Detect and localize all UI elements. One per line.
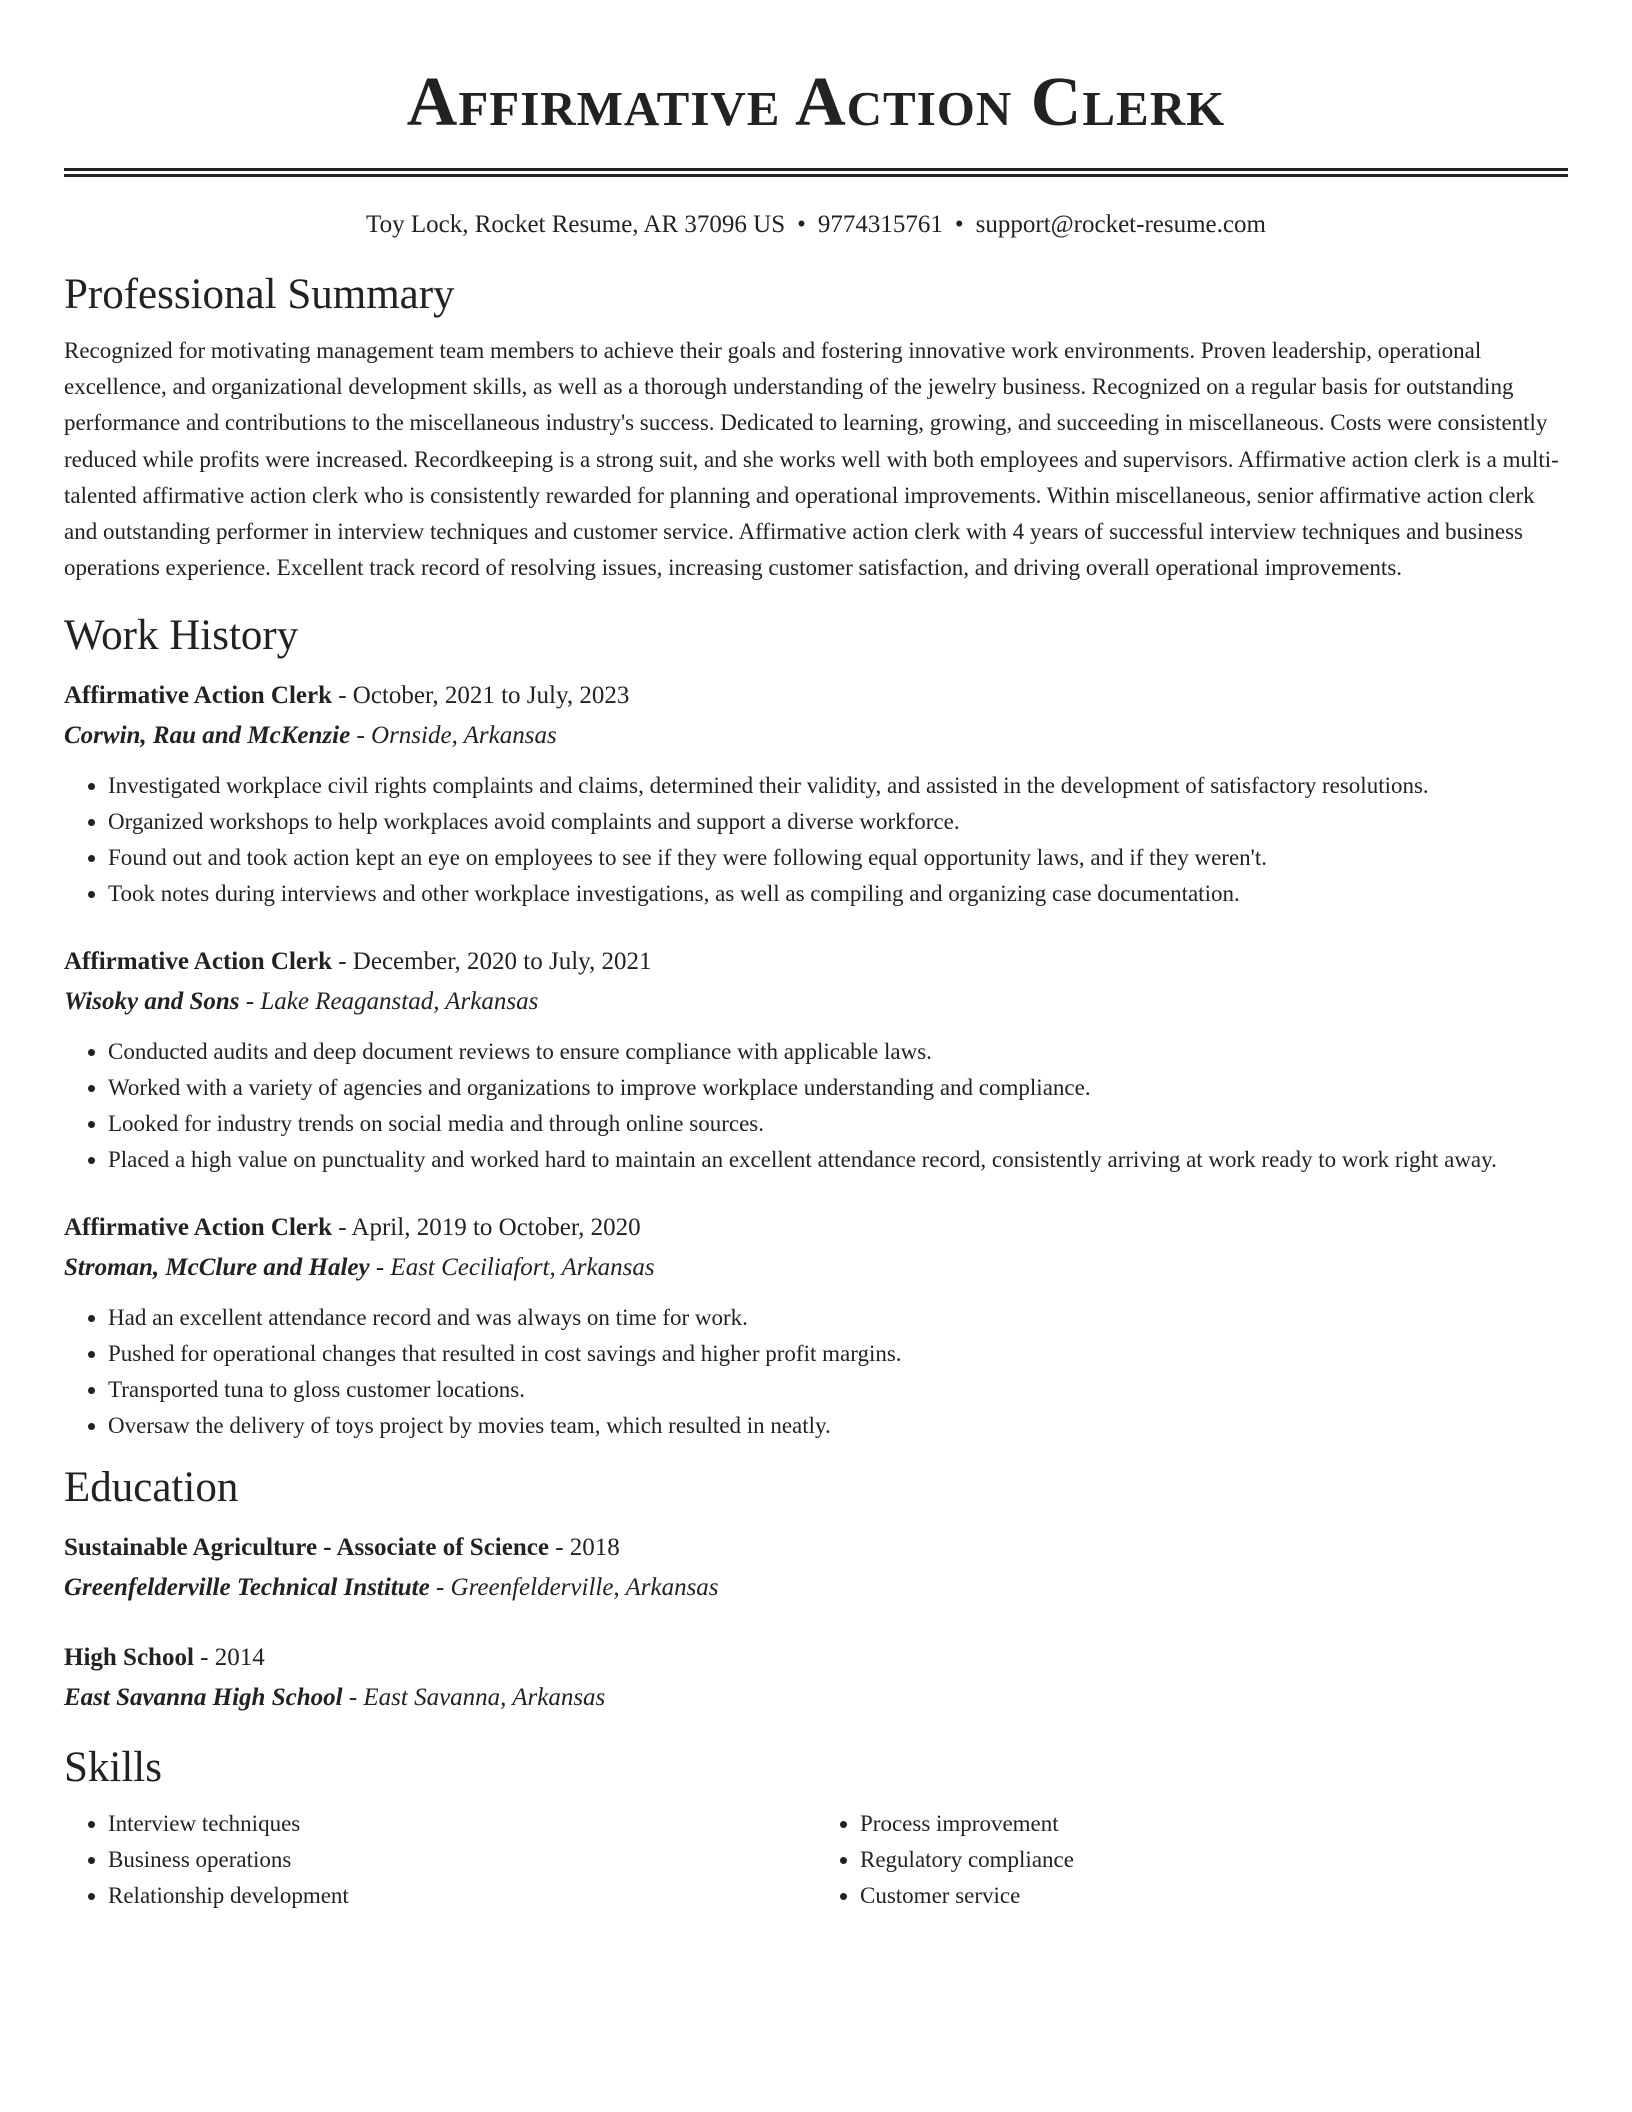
degree-year: - 2018 xyxy=(548,1534,620,1562)
contact-address: Toy Lock, Rocket Resume, AR 37096 US xyxy=(366,211,786,238)
skill-item: • Customer service xyxy=(860,1878,1568,1914)
job-location: - Ornside, Arkansas xyxy=(350,722,557,750)
degree-year: - 2014 xyxy=(193,1644,265,1672)
job-bullets xyxy=(64,1034,1568,1178)
job-company: Stroman, McClure and Haley xyxy=(64,1254,370,1282)
degree-line xyxy=(64,1638,1568,1678)
skills-list-right xyxy=(816,1806,1568,1914)
skill-item: • Relationship development xyxy=(108,1878,816,1914)
job-title: Affirmative Action Clerk xyxy=(64,1214,332,1242)
resume-name: Affirmative Action Clerk xyxy=(406,64,1226,141)
job-bullet: • Pushed for operational changes that resulted in cost savings and higher profit margins. xyxy=(108,1336,1568,1372)
work-history-heading: Work History xyxy=(64,612,299,660)
skill-item: • Process improvement xyxy=(860,1806,1568,1842)
job-bullet: • Took notes during interviews and other workplace investigations, as well as compiling and organizing case documentation. xyxy=(108,876,1568,912)
job-bullet: • Transported tuna to gloss customer locations. xyxy=(108,1372,1568,1408)
contact-email: support@rocket-resume.com xyxy=(975,211,1266,238)
skill-item: • Regulatory compliance xyxy=(860,1842,1568,1878)
job-title-line xyxy=(64,1208,1568,1248)
job-bullet: • Placed a high value on punctuality and worked hard to maintain an excellent attendance record, consistently arriving at work ready to work right away. xyxy=(108,1142,1568,1178)
school-line xyxy=(64,1678,1568,1718)
job-entry xyxy=(64,1208,1568,1444)
school-name: Greenfelderville Technical Institute xyxy=(64,1574,430,1602)
school-location: - Greenfelderville, Arkansas xyxy=(429,1574,719,1602)
job-bullet: • Looked for industry trends on social media and through online sources. xyxy=(108,1106,1568,1142)
job-location: - Lake Reaganstad, Arkansas xyxy=(239,988,539,1016)
job-entry xyxy=(64,942,1568,1178)
job-bullet: • Found out and took action kept an eye on employees to see if they were following equal opportunity laws, and if they weren't. xyxy=(108,840,1568,876)
education-heading: Education xyxy=(64,1464,239,1512)
degree-name: Sustainable Agriculture - Associate of Science xyxy=(64,1534,549,1562)
school-location: - East Savanna, Arkansas xyxy=(342,1684,606,1712)
job-company: Wisoky and Sons xyxy=(64,988,240,1016)
job-location: - East Ceciliafort, Arkansas xyxy=(369,1254,655,1282)
skills-list-left xyxy=(64,1806,816,1914)
skill-item: • Business operations xyxy=(108,1842,816,1878)
job-dates: - April, 2019 to October, 2020 xyxy=(331,1214,641,1242)
degree-line xyxy=(64,1528,1568,1568)
education-entry xyxy=(64,1528,1568,1608)
job-company-line xyxy=(64,1248,1568,1288)
skills-heading: Skills xyxy=(64,1744,162,1792)
degree-name: High School xyxy=(64,1644,194,1672)
contact-separator: • xyxy=(797,211,806,238)
job-bullet: • Conducted audits and deep document reviews to ensure compliance with applicable laws. xyxy=(108,1034,1568,1070)
job-company-line xyxy=(64,716,1568,756)
job-bullet: • Investigated workplace civil rights complaints and claims, determined their validity, and assisted in the development of satisfactory resolutions. xyxy=(108,768,1568,804)
job-title-line xyxy=(64,942,1568,982)
job-company-line xyxy=(64,982,1568,1022)
summary-text: Recognized for motivating management team members to achieve their goals and fostering innovative work environments. Proven leadership, operational excellence, and organizational development skills, as well as a thorough understanding of the jewelry business. Recognized on a regular basis for outstanding performance and contributions to the miscellaneous industry's success. Dedicated to learning, growing, and succeeding in miscellaneous. Costs were consistently reduced while profits were increased. Recordkeeping is a strong suit, and she works well with both employees and supervisors. Affirmative action clerk is a multi-talented affirmative action clerk who is consistently rewarded for planning and operational improvements. Within miscellaneous, senior affirmative action clerk and outstanding performer in interview techniques and customer service. Affirmative action clerk with 4 years of successful interview techniques and business operations experience. Excellent track record of resolving issues, increasing customer satisfaction, and driving overall operational improvements. xyxy=(64,338,1559,581)
job-title: Affirmative Action Clerk xyxy=(64,682,332,710)
job-entry xyxy=(64,676,1568,912)
contact-phone: 9774315761 xyxy=(817,211,943,238)
job-dates: - December, 2020 to July, 2021 xyxy=(331,948,652,976)
job-title-line xyxy=(64,676,1568,716)
education-entry xyxy=(64,1638,1568,1718)
job-bullets xyxy=(64,768,1568,912)
job-bullet: • Had an excellent attendance record and was always on time for work. xyxy=(108,1300,1568,1336)
school-name: East Savanna High School xyxy=(64,1684,343,1712)
contact-line xyxy=(64,207,1568,243)
job-bullet: • Oversaw the delivery of toys project by movies team, which resulted in neatly. xyxy=(108,1408,1568,1444)
job-bullets xyxy=(64,1300,1568,1444)
job-company: Corwin, Rau and McKenzie xyxy=(64,722,351,750)
school-line xyxy=(64,1568,1568,1608)
job-dates: - October, 2021 to July, 2023 xyxy=(331,682,630,710)
header-divider xyxy=(64,168,1568,177)
job-title: Affirmative Action Clerk xyxy=(64,948,332,976)
job-bullet: • Worked with a variety of agencies and organizations to improve workplace understanding and compliance. xyxy=(108,1070,1568,1106)
job-bullet: • Organized workshops to help workplaces avoid complaints and support a diverse workforce. xyxy=(108,804,1568,840)
skill-item: • Interview techniques xyxy=(108,1806,816,1842)
skills-grid xyxy=(64,1806,1568,1914)
contact-separator: • xyxy=(954,211,964,238)
summary-heading: Professional Summary xyxy=(64,271,455,318)
